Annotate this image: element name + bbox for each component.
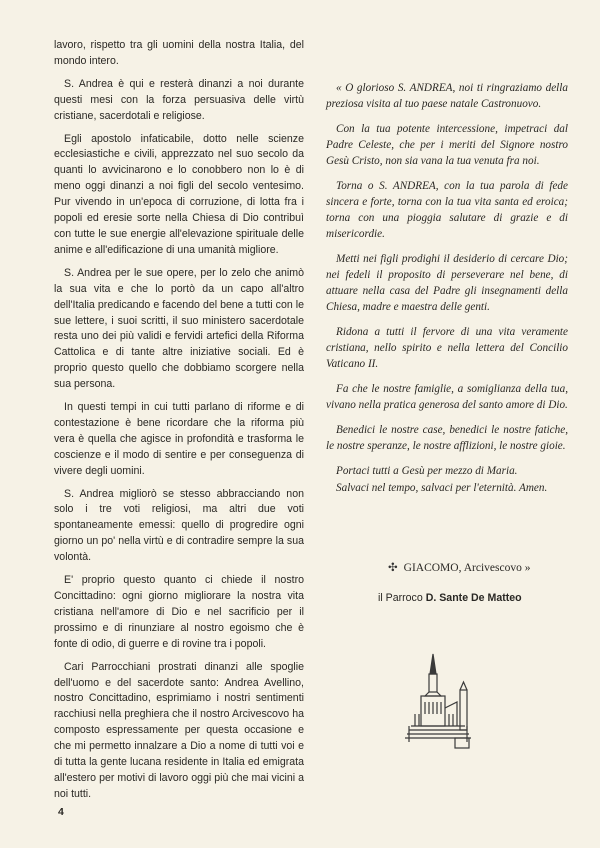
prayer-paragraph: Con la tua potente intercessione, impetraci dal Padre Celeste, che per i meriti del Signore nostro Gesù Cristo, non sia vana la tua venuta fra noi.	[326, 123, 568, 167]
signature-text: GIACOMO, Arcivescovo »	[403, 562, 531, 574]
left-text-column	[54, 38, 304, 810]
cross-icon: ✣	[388, 562, 398, 574]
prayer-paragraph: Fa che le nostre famiglie, a somiglianza della tua, vivano nella pratica generosa del santo amore di Dio.	[326, 383, 568, 411]
prayer-paragraph: Ridona a tutti il fervore di una vita veramente cristiana, nello spirito e nella lettera del Concilio Vaticano II.	[326, 326, 568, 370]
page-number: 4	[58, 806, 64, 818]
parish-priest-signature	[378, 590, 578, 606]
church-icon	[405, 652, 485, 752]
prayer-paragraph: Portaci tutti a Gesù per mezzo di Maria.	[336, 465, 518, 477]
paragraph: lavoro, rispetto tra gli uomini della nostra Italia, del mondo intero.	[54, 39, 304, 67]
prayer-paragraph: Salvaci nel tempo, salvaci per l'eternità. Amen.	[336, 482, 548, 494]
prayer-paragraph: Benedici le nostre case, benedici le nostre fatiche, le nostre speranze, le nostre afflizioni, le nostre gioie.	[326, 424, 568, 452]
paragraph: Cari Parrocchiani prostrati dinanzi alle spoglie dell'uomo e del sacerdote santo: Andrea Avellino, nostro Concittadino, esprimiamo i nostri sentimenti racchiusi nella preghiera che il nostro Arcivescovo ha composto espressamente per questa occasione e che mi permetto innalzare a Dio a nome di tutti voi e di tutta la gente lucana residente in Italia ed emigrata all'estero per motivi di lavoro oggi più che mai vicini a noi tutti.	[54, 660, 304, 800]
paragraph: In questi tempi in cui tutti parlano di riforme e di contestazione è bene ricordare che la riforma più vera è quella che agisce in profondità e trasforma le coscienze e il modo di sentire e per conseguenza di vivere degli uomini.	[54, 401, 304, 477]
prayer-paragraph: « O glorioso S. ANDREA, noi ti ringraziamo della preziosa visita al tuo paese natale Castronuovo.	[326, 82, 568, 110]
archbishop-signature	[388, 560, 578, 576]
paragraph: Egli apostolo infaticabile, dotto nelle scienze ecclesiastiche e civili, apprezzato nel suo secolo da quanti lo avvicinarono e lo conobbero non lo è di meno oggi dinanzi a noi figli del secolo ventesimo. Pur vivendo in un'epoca di corruzione, di lotta fra i popoli ed eresie sorte nella Chiesa di Dio contribuì con tutte le sue energie all'elevazione spirituale delle anime e all'edificazione di una umanità migliore.	[54, 132, 304, 256]
parroco-name: D. Sante De Matteo	[425, 592, 522, 604]
prayer-paragraph: Torna o S. ANDREA, con la tua parola di fede sincera e forte, torna con la tua vita santa ed eroica; torna con una pioggia salutare di grazie e di misericordie.	[326, 180, 568, 240]
paragraph: E' proprio questo quanto ci chiede il nostro Concittadino: ogni giorno migliorare la nostra vita cristiana nell'amore di Dio e nel sacrificio per il prossimo e di rinunziare al nostro egoismo che è fonte di odio, di guerre e di rovine tra i popoli.	[54, 574, 304, 650]
paragraph: S. Andrea è qui e resterà dinanzi a noi durante questi mesi con la forza persuasiva delle virtù cristiane, sacerdotali e religiose.	[54, 77, 304, 122]
paragraph: S. Andrea migliorò se stesso abbracciando non solo i tre voti religiosi, ma altri due voti spontaneamente emessi: quello di progredire ogni giorno un po' nella virtù e di contradire sempre la sua volontà.	[54, 487, 304, 564]
prayer-column	[326, 80, 568, 505]
parroco-prefix: il Parroco	[378, 592, 423, 604]
paragraph: S. Andrea per le sue opere, per lo zelo che animò la sua vita e che lo portò da un capo all'altro dell'Italia predicando e facendo del bene a tutti con le sue lettere, i suoi scritti, il suo ministero sacerdotale resta uno dei più validi e fervidi artefici della Riforma Cattolica e di tante altre iniziative sociali. Ed è proprio questo quello che dobbiamo scorgere nella sua persona.	[54, 266, 304, 391]
prayer-paragraph: Metti nei figli prodighi il desiderio di cercare Dio; nei fedeli il proposito di perseverare nel bene, di attuare nella casa del Padre gli insegnamenti della Chiesa, madre e maestra delle genti.	[326, 253, 568, 313]
